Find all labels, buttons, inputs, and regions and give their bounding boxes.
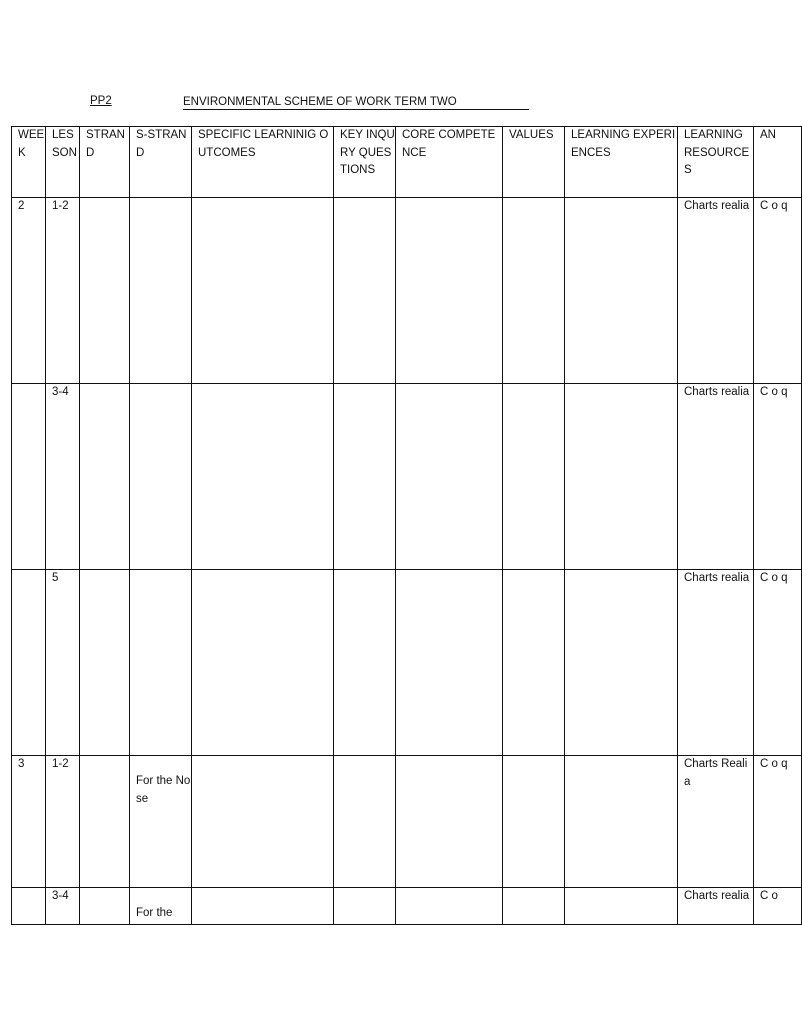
cell-competence (396, 570, 503, 756)
cell-inquiry (334, 570, 396, 756)
table-row (12, 888, 802, 925)
col-header-lesson: LESSON (46, 127, 80, 198)
cell-inquiry (334, 384, 396, 570)
cell-values (503, 198, 565, 384)
cell-inquiry (334, 756, 396, 888)
cell-resources: Charts realia (678, 384, 754, 570)
col-header-strand: STRAND (80, 127, 130, 198)
cell-outcomes (192, 570, 334, 756)
table-row (12, 570, 802, 756)
cell-experiences (565, 570, 678, 756)
table-row (12, 756, 802, 888)
cell-competence (396, 756, 503, 888)
cell-strand (80, 756, 130, 888)
cell-strand (80, 888, 130, 925)
cell-sub-strand (130, 198, 192, 384)
cell-week: 3 (12, 756, 46, 888)
cell-resources: Charts realia (678, 198, 754, 384)
cell-lesson: 3-4 (46, 384, 80, 570)
scheme-of-work-table (11, 126, 802, 925)
cell-outcomes (192, 756, 334, 888)
cell-assessment: C o q (754, 384, 802, 570)
cell-lesson: 5 (46, 570, 80, 756)
cell-sub-strand (130, 570, 192, 756)
cell-week (12, 384, 46, 570)
col-header-sub-strand: S-STRAND (130, 127, 192, 198)
cell-assessment: C o q (754, 198, 802, 384)
col-header-competence: CORE COMPETENCE (396, 127, 503, 198)
cell-experiences (565, 756, 678, 888)
cell-week: 2 (12, 198, 46, 384)
page-header (0, 95, 768, 111)
cell-experiences (565, 198, 678, 384)
cell-values (503, 570, 565, 756)
col-header-week: WEEK (12, 127, 46, 198)
cell-values (503, 384, 565, 570)
cell-week (12, 888, 46, 925)
cell-inquiry (334, 888, 396, 925)
cell-assessment: C o q (754, 570, 802, 756)
cell-sub-strand (130, 384, 192, 570)
cell-strand (80, 570, 130, 756)
col-header-assessment: AN (754, 127, 802, 198)
cell-lesson: 1-2 (46, 756, 80, 888)
col-header-values: VALUES (503, 127, 565, 198)
cell-assessment: C o q (754, 756, 802, 888)
table-row (12, 198, 802, 384)
cell-competence (396, 888, 503, 925)
cell-values (503, 756, 565, 888)
cell-resources: Charts realia (678, 570, 754, 756)
class-code: PP2 (90, 95, 112, 107)
cell-competence (396, 198, 503, 384)
cell-sub-strand-wrap (130, 756, 192, 888)
cell-resources: Charts Realia (678, 756, 754, 888)
cell-outcomes (192, 888, 334, 925)
cell-outcomes (192, 384, 334, 570)
cell-sub-strand: For the Nose (136, 775, 191, 805)
document-title: ENVIRONMENTAL SCHEME OF WORK TERM TWO (183, 95, 529, 110)
col-header-resources: LEARNING RESOURCES (678, 127, 754, 198)
cell-inquiry (334, 198, 396, 384)
cell-experiences (565, 888, 678, 925)
cell-sub-strand-wrap (130, 888, 192, 925)
col-header-experiences: LEARNING EXPERIENCES (565, 127, 678, 198)
cell-strand (80, 198, 130, 384)
cell-lesson: 1-2 (46, 198, 80, 384)
cell-assessment: C o (754, 888, 802, 925)
cell-sub-strand: For the (136, 907, 173, 919)
cell-strand (80, 384, 130, 570)
cell-outcomes (192, 198, 334, 384)
table-header-row (12, 127, 802, 198)
scheme-table-container (11, 126, 788, 926)
cell-resources: Charts realia (678, 888, 754, 925)
col-header-inquiry: KEY INQURY QUESTIONS (334, 127, 396, 198)
cell-values (503, 888, 565, 925)
cell-competence (396, 384, 503, 570)
cell-experiences (565, 384, 678, 570)
cell-lesson: 3-4 (46, 888, 80, 925)
col-header-outcomes: SPECIFIC LEARNINIG OUTCOMES (192, 127, 334, 198)
cell-week (12, 570, 46, 756)
table-row (12, 384, 802, 570)
